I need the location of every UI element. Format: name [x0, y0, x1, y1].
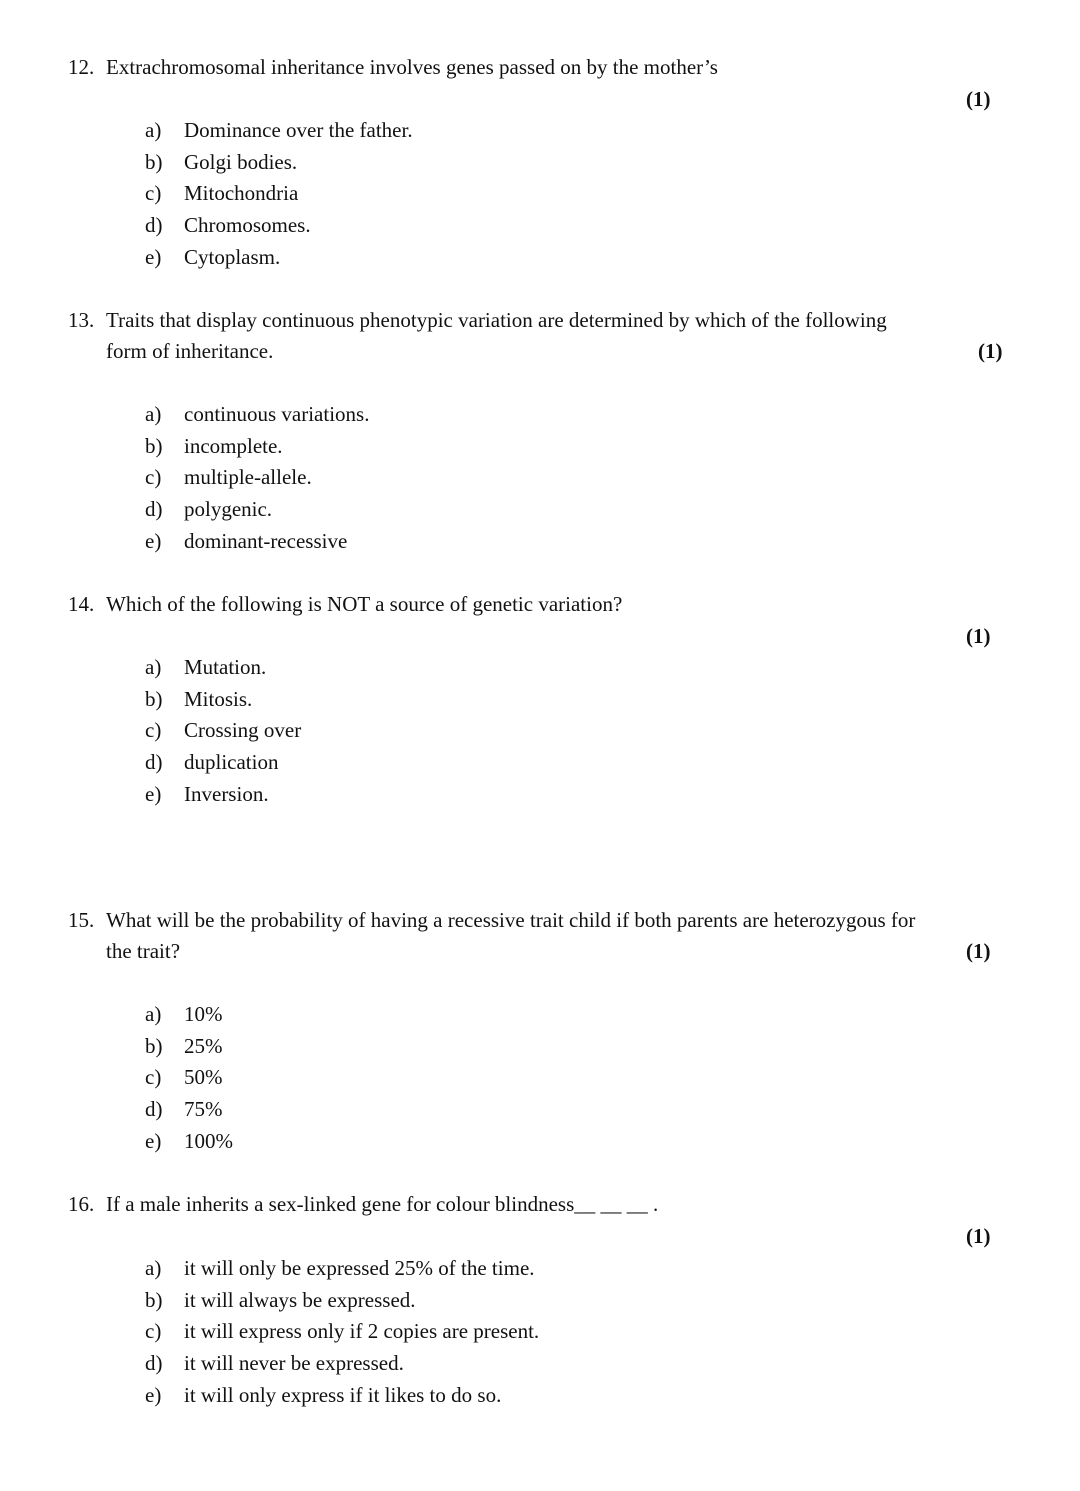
- marks-label: (1): [966, 87, 991, 111]
- option-item: [145, 244, 413, 276]
- option-item: [145, 781, 301, 813]
- marks-label: (1): [966, 939, 991, 963]
- option-list: [145, 1001, 233, 1159]
- option-text: multiple-allele.: [184, 465, 312, 490]
- option-letter: e): [145, 1382, 162, 1407]
- option-item: [145, 180, 413, 212]
- option-text: Golgi bodies.: [184, 149, 298, 174]
- option-text: it will always be expressed.: [184, 1287, 416, 1312]
- option-letter: e): [145, 528, 162, 553]
- question-text-continued: the trait?: [106, 939, 181, 963]
- option-letter: b): [145, 686, 163, 711]
- question-text-continued: form of inheritance.: [106, 339, 274, 363]
- option-list: [145, 654, 301, 812]
- option-item: [145, 1318, 539, 1350]
- option-item: [145, 496, 369, 528]
- option-item: [145, 1001, 233, 1033]
- option-item: [145, 433, 369, 465]
- option-letter: a): [145, 402, 162, 426]
- question-number: 13.: [68, 308, 95, 332]
- option-letter: e): [145, 781, 162, 806]
- option-letter: c): [145, 465, 162, 490]
- option-letter: a): [145, 1256, 162, 1280]
- option-text: Chromosomes.: [184, 213, 311, 238]
- option-text: duplication: [184, 750, 279, 775]
- option-text: 25%: [184, 1033, 223, 1058]
- option-letter: b): [145, 1287, 163, 1312]
- option-letter: c): [145, 718, 162, 743]
- option-item: [145, 1255, 539, 1287]
- option-text: 50%: [184, 1065, 223, 1090]
- option-text: Cytoplasm.: [184, 244, 281, 269]
- option-item: [145, 149, 413, 181]
- option-letter: a): [145, 1002, 162, 1026]
- option-letter: e): [145, 1128, 162, 1153]
- option-letter: d): [145, 213, 163, 238]
- option-text: Dominance over the father.: [184, 118, 413, 142]
- option-item: [145, 1128, 233, 1160]
- option-item: [145, 717, 301, 749]
- option-letter: e): [145, 244, 162, 269]
- option-item: [145, 1350, 539, 1382]
- option-text: it will never be expressed.: [184, 1351, 404, 1376]
- question-stem: Traits that display continuous phenotypic variation are determined by which of the following: [106, 308, 887, 332]
- question-stem: What will be the probability of having a recessive trait child if both parents are heterozygous for: [106, 908, 916, 932]
- option-item: [145, 117, 413, 149]
- question-stem: Extrachromosomal inheritance involves genes passed on by the mother’s: [106, 55, 718, 79]
- option-list: [145, 117, 413, 275]
- option-item: [145, 464, 369, 496]
- option-letter: d): [145, 1351, 163, 1376]
- option-text: Mitochondria: [184, 181, 299, 206]
- question-text: [68, 591, 622, 617]
- question-stem: If a male inherits a sex-linked gene for colour blindness__ __ __ .: [106, 1192, 659, 1216]
- option-text: continuous variations.: [184, 402, 370, 426]
- option-text: it will express only if 2 copies are present.: [184, 1319, 540, 1344]
- marks-label: (1): [978, 339, 1003, 363]
- option-text: Crossing over: [184, 718, 302, 743]
- option-item: [145, 528, 369, 560]
- marks-label: (1): [966, 624, 991, 648]
- option-letter: c): [145, 181, 162, 206]
- question-text: [68, 1191, 658, 1217]
- option-letter: b): [145, 149, 163, 174]
- option-letter: d): [145, 497, 163, 522]
- option-letter: c): [145, 1319, 162, 1344]
- option-item: [145, 212, 413, 244]
- option-letter: d): [145, 1097, 163, 1122]
- question-number: 12.: [68, 55, 95, 79]
- question-text: [68, 307, 887, 333]
- option-list: [145, 1255, 539, 1413]
- option-text: it will only be expressed 25% of the time.: [184, 1256, 535, 1280]
- question-number: 16.: [68, 1192, 95, 1216]
- option-item: [145, 1287, 539, 1319]
- option-text: 10%: [184, 1002, 223, 1026]
- marks-label: (1): [966, 1224, 991, 1248]
- question-text: [68, 54, 718, 80]
- option-item: [145, 749, 301, 781]
- option-item: [145, 686, 301, 718]
- option-text: dominant-recessive: [184, 528, 348, 553]
- option-item: [145, 1064, 233, 1096]
- option-letter: d): [145, 750, 163, 775]
- question-stem: Which of the following is NOT a source of genetic variation?: [106, 592, 623, 616]
- option-text: polygenic.: [184, 497, 273, 522]
- option-item: [145, 1096, 233, 1128]
- option-letter: c): [145, 1065, 162, 1090]
- option-letter: b): [145, 433, 163, 458]
- option-item: [145, 654, 301, 686]
- question-number: 14.: [68, 592, 95, 616]
- question-number: 15.: [68, 908, 95, 932]
- option-item: [145, 1382, 539, 1414]
- option-letter: b): [145, 1033, 163, 1058]
- option-text: it will only express if it likes to do so.: [184, 1382, 502, 1407]
- option-text: 75%: [184, 1097, 223, 1122]
- option-text: 100%: [184, 1128, 233, 1153]
- option-letter: a): [145, 118, 162, 142]
- option-letter: a): [145, 655, 162, 679]
- option-list: [145, 401, 369, 559]
- option-item: [145, 1033, 233, 1065]
- option-text: Inversion.: [184, 781, 269, 806]
- option-text: Mitosis.: [184, 686, 253, 711]
- question-text: [68, 907, 915, 933]
- option-item: [145, 401, 369, 433]
- option-text: Mutation.: [184, 655, 267, 679]
- option-text: incomplete.: [184, 433, 283, 458]
